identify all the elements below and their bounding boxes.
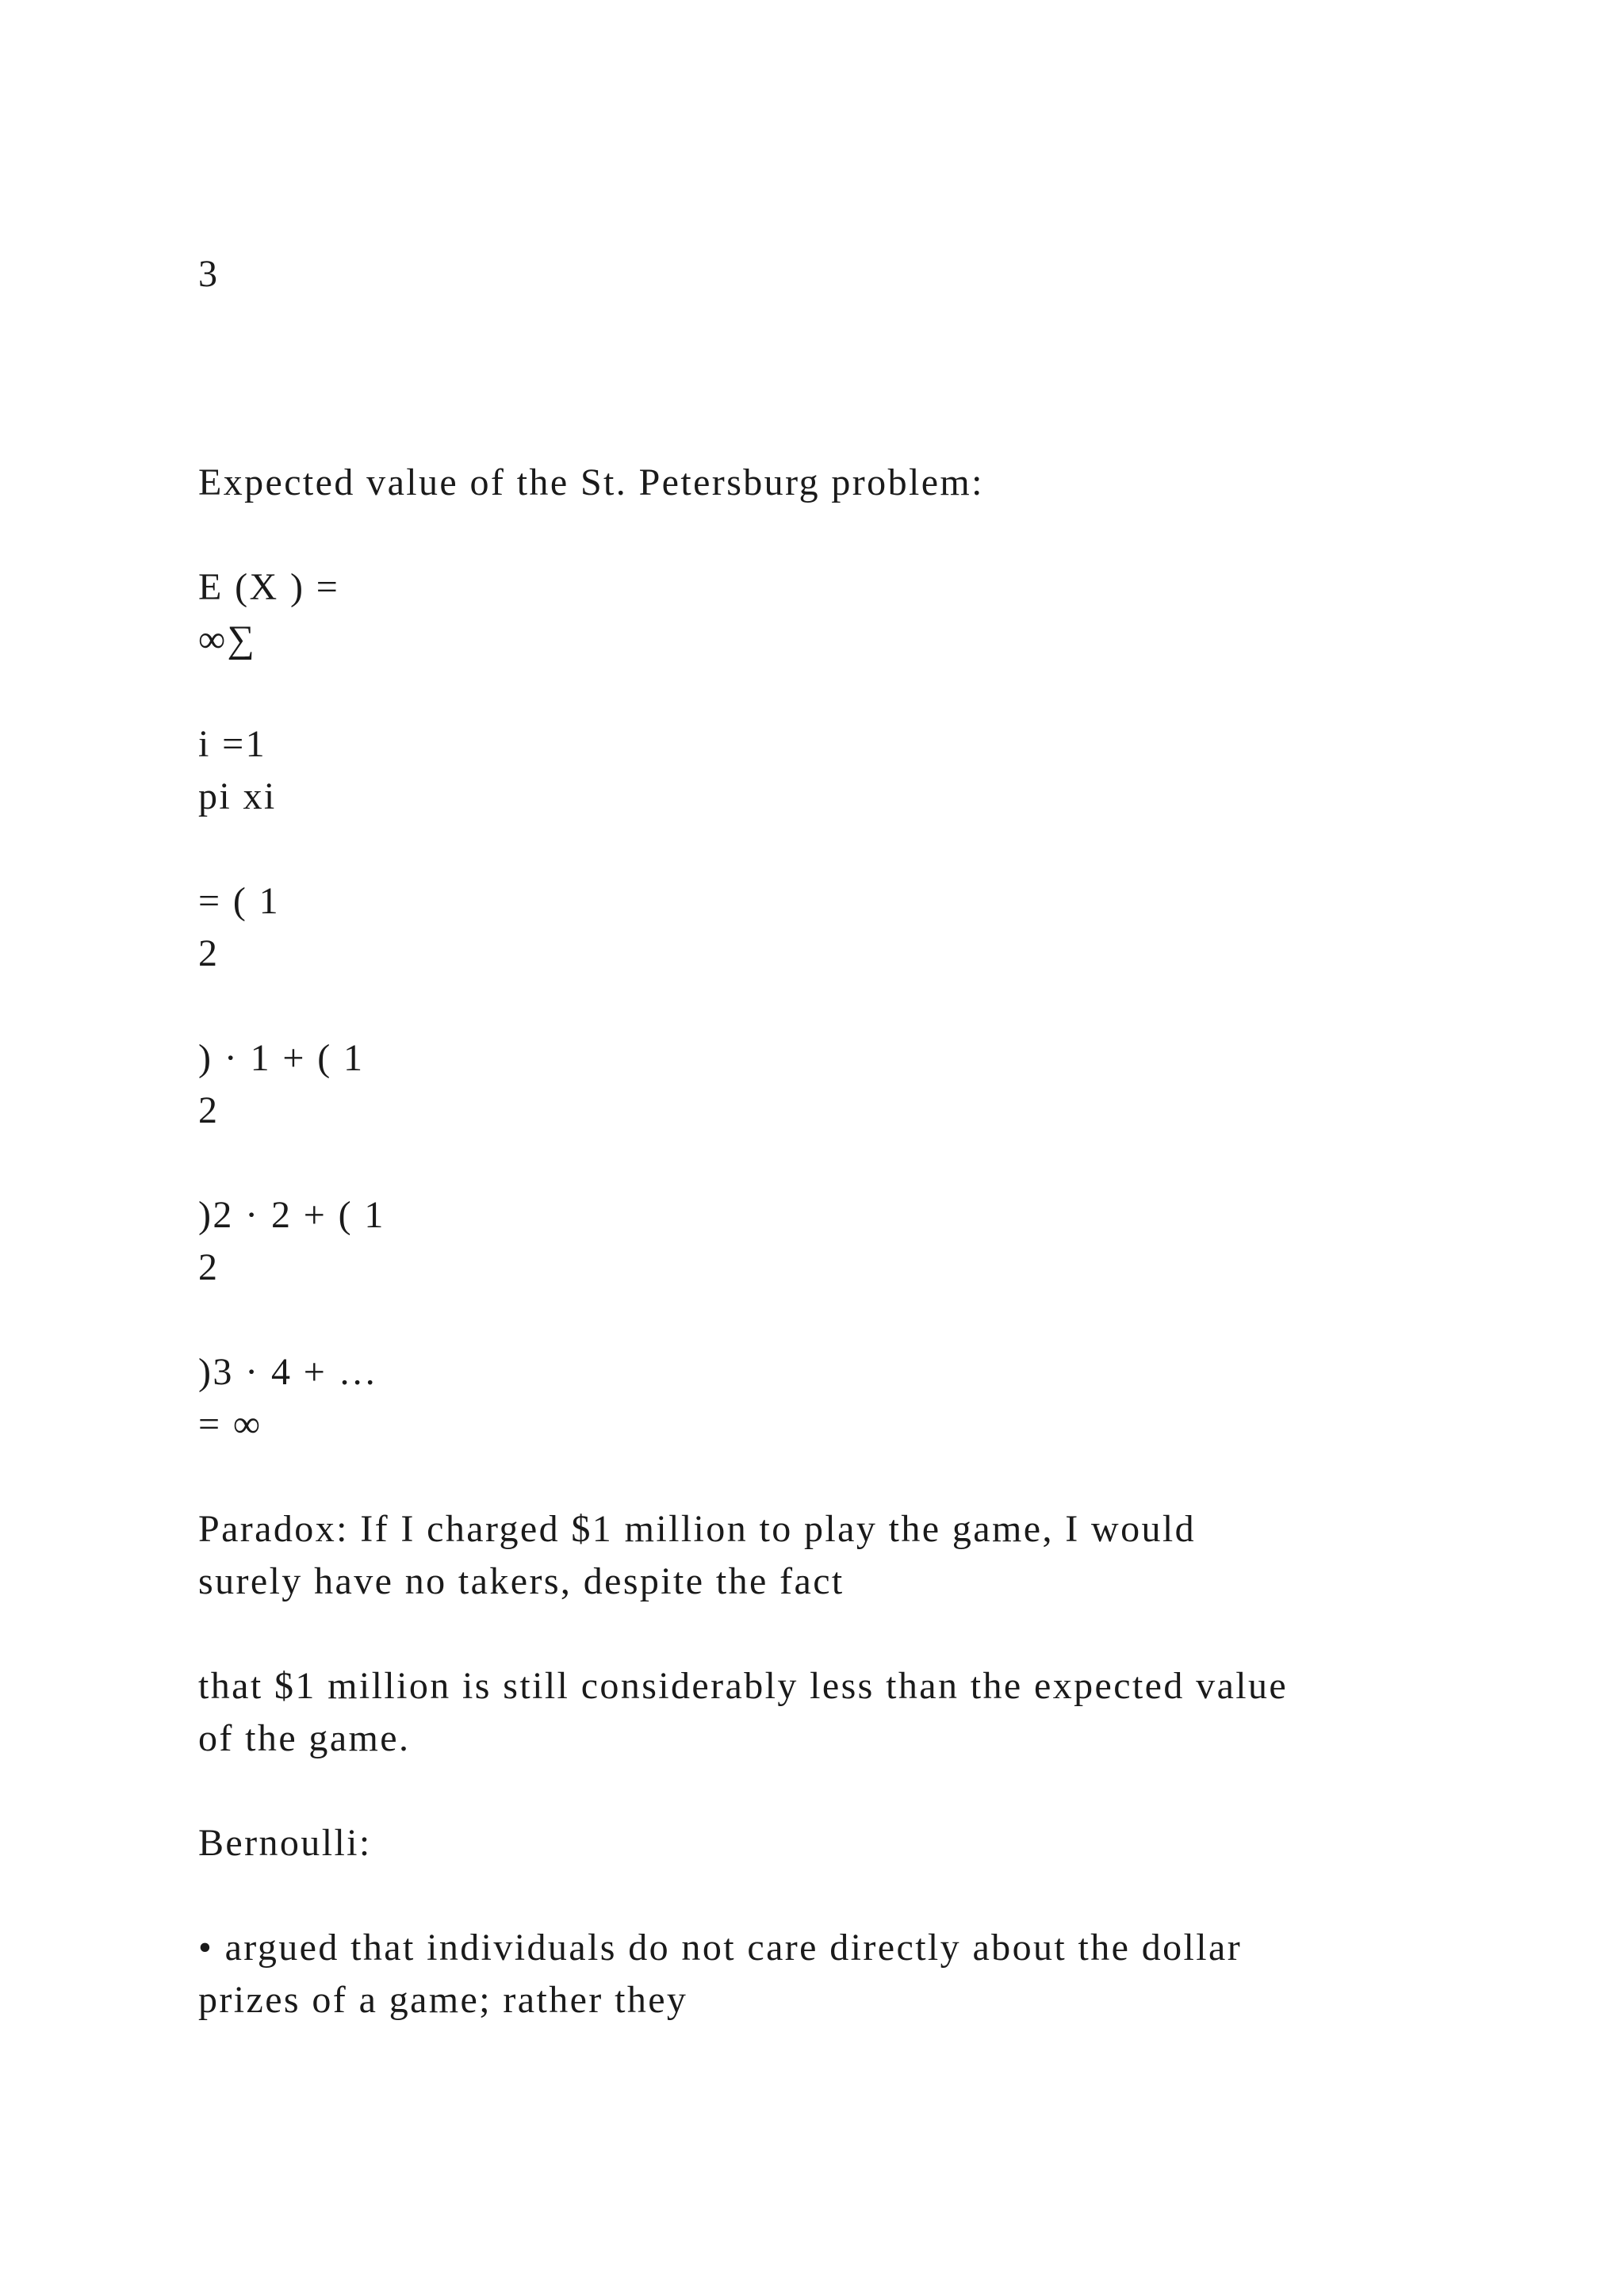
section-heading: Expected value of the St. Petersburg problem: bbox=[198, 461, 984, 503]
formula-line: = ∞ bbox=[198, 1403, 262, 1445]
formula-line: 2 bbox=[198, 1246, 220, 1288]
formula-line: ∞∑ bbox=[198, 618, 257, 660]
bullet-line: prizes of a game; rather they bbox=[198, 1979, 688, 2021]
formula-line: )3 · 4 + … bbox=[198, 1351, 379, 1393]
formula-line: )2 · 2 + ( 1 bbox=[198, 1194, 385, 1236]
formula-line: E (X ) = bbox=[198, 566, 340, 608]
formula-line: 2 bbox=[198, 932, 220, 974]
formula-line: = ( 1 bbox=[198, 880, 281, 922]
paragraph-line: Paradox: If I charged $1 million to play the game, I would bbox=[198, 1508, 1197, 1550]
paragraph-line: surely have no takers, despite the fact bbox=[198, 1560, 845, 1602]
page-number: 3 bbox=[198, 253, 220, 295]
paragraph-line: that $1 million is still considerably less than the expected value bbox=[198, 1665, 1289, 1707]
formula-line: 2 bbox=[198, 1089, 220, 1131]
formula-line: i =1 bbox=[198, 723, 267, 765]
formula-line: ) · 1 + ( 1 bbox=[198, 1037, 365, 1079]
formula-line: pi xi bbox=[198, 775, 277, 817]
bernoulli-label: Bernoulli: bbox=[198, 1822, 372, 1864]
paragraph-line: of the game. bbox=[198, 1717, 411, 1759]
bullet-line: • argued that individuals do not care directly about the dollar bbox=[198, 1927, 1243, 1969]
